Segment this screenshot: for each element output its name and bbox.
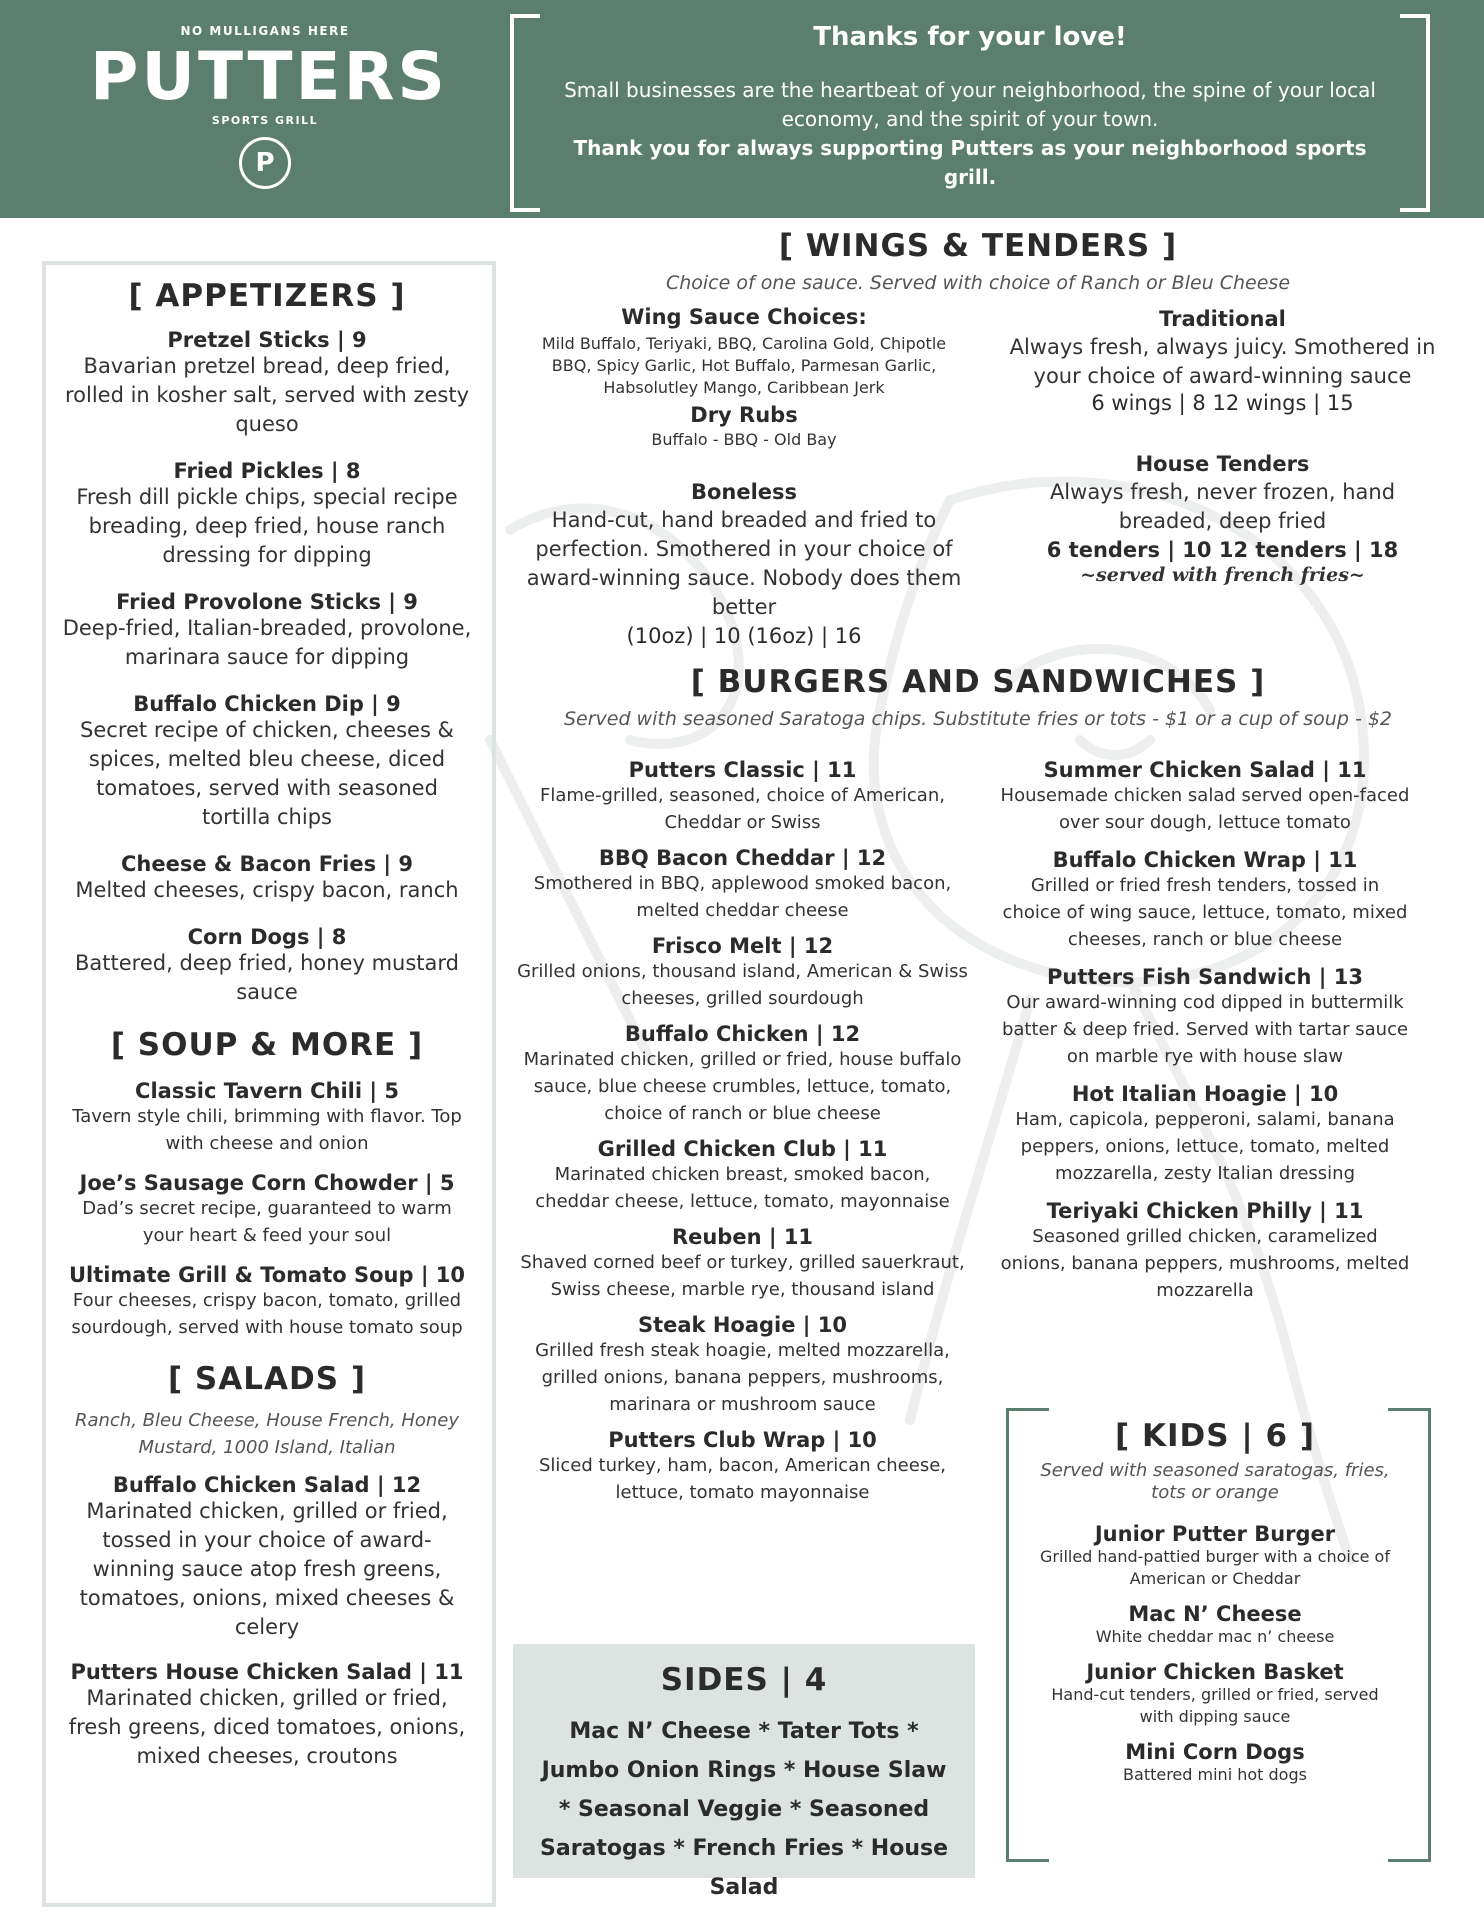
menu-item [62, 459, 472, 570]
thanks-text: Small businesses are the heartbeat of your neighborhood, the spine of your local economy, and the spirit of your town. [564, 78, 1376, 131]
burgers-note: Served with seasoned Saratoga chips. Substitute fries or tots - $1 or a cup of soup - $2 [563, 708, 1393, 730]
menu-item [1040, 1740, 1390, 1786]
menu-item-name: Buffalo Chicken Dip | 9 [133, 692, 401, 716]
soup-list [62, 1079, 472, 1341]
menu-item [515, 1225, 970, 1303]
menu-item-desc: White cheddar mac n’ cheese [1095, 1627, 1335, 1646]
menu-item [62, 328, 472, 439]
menu-item-desc: Grilled fresh steak hoagie, melted mozzarella, grilled onions, banana peppers, mushrooms, marinara or mushroom sauce [535, 1340, 950, 1415]
menu-item-desc: Marinated chicken, grilled or fried, tossed in your choice of award-winning sauce atop fresh greens, tomatoes, onions, mixed cheeses & celery [79, 1499, 455, 1639]
left-bracket-decoration [510, 14, 540, 212]
menu-item-desc: Marinated chicken, grilled or fried, fresh greens, diced tomatoes, onions, mixed cheeses, croutons [68, 1686, 466, 1768]
menu-item-name: Buffalo Chicken Salad | 12 [112, 1473, 422, 1497]
menu-item-name: Cheese & Bacon Fries | 9 [120, 852, 414, 876]
wing-sauces-block [524, 305, 964, 451]
boneless-desc: Hand-cut, hand breaded and fried to perfection. Smothered in your choice of award-winning sauce. Nobody does them better [526, 508, 962, 619]
menu-item [62, 1660, 472, 1771]
logo-subtitle: SPORTS GRILL [211, 114, 319, 127]
menu-item [62, 1171, 472, 1249]
tenders-desc: Always fresh, never frozen, hand breaded, deep fried [1049, 480, 1396, 533]
soup-title: [ SOUP & MORE ] [110, 1027, 424, 1063]
traditional-title: Traditional [1159, 307, 1286, 331]
menu-item-desc: Battered, deep fried, honey mustard sauce [75, 951, 459, 1004]
menu-item-desc: Smothered in BBQ, applewood smoked bacon, melted cheddar cheese [533, 873, 952, 921]
menu-item [1000, 1199, 1410, 1304]
menu-item-desc: Fresh dill pickle chips, special recipe breading, deep fried, house ranch dressing for dipping [76, 485, 458, 567]
menu-item [515, 846, 970, 924]
menu-item-desc: Melted cheeses, crispy bacon, ranch [75, 878, 459, 902]
kids-section [1040, 1418, 1390, 1798]
burgers-header [513, 664, 1443, 730]
kids-right-bracket [1388, 1408, 1431, 1862]
menu-item [62, 1473, 472, 1642]
menu-item-name: Ultimate Grill & Tomato Soup | 10 [68, 1263, 466, 1287]
wing-sauce-list: Mild Buffalo, Teriyaki, BBQ, Carolina Gold, Chipotle BBQ, Spicy Garlic, Hot Buffalo, Parmesan Garlic, Habsolutley Mango, Caribbean Jerk [541, 334, 947, 397]
menu-item [1000, 758, 1410, 836]
kids-title: [ KIDS | 6 ] [1114, 1418, 1315, 1454]
menu-item-name: Putters Fish Sandwich | 13 [1047, 965, 1363, 989]
menu-item [1000, 848, 1410, 953]
thanks-message [545, 22, 1395, 192]
menu-item-name: Buffalo Chicken | 12 [624, 1022, 861, 1046]
menu-item-name: Teriyaki Chicken Philly | 11 [1046, 1199, 1364, 1223]
tenders-note: ~served with french fries~ [1080, 564, 1365, 586]
dry-rubs-list: Buffalo - BBQ - Old Bay [651, 430, 837, 449]
boneless-title: Boneless [690, 480, 798, 504]
menu-item-desc: Flame-grilled, seasoned, choice of American, Cheddar or Swiss [540, 785, 945, 833]
menu-item-name: Summer Chicken Salad | 11 [1043, 758, 1367, 782]
menu-item-name: Classic Tavern Chili | 5 [135, 1079, 399, 1103]
menu-item-name: Fried Pickles | 8 [173, 459, 361, 483]
menu-item-desc: Deep-fried, Italian-breaded, provolone, marinara sauce for dipping [62, 616, 472, 669]
menu-item-desc: Dad’s secret recipe, guaranteed to warm your heart & feed your soul [82, 1198, 452, 1246]
menu-item [1040, 1602, 1390, 1648]
salads-title: [ SALADS ] [167, 1361, 367, 1397]
menu-item [515, 758, 970, 836]
menu-item-name: Junior Putter Burger [1094, 1522, 1336, 1546]
logo-tagline: NO MULLIGANS HERE [180, 24, 350, 38]
thanks-title: Thanks for your love! [813, 22, 1127, 52]
logo-p-icon: P [239, 137, 291, 189]
menu-item-name: Putters Club Wrap | 10 [608, 1428, 877, 1452]
menu-item-name: Corn Dogs | 8 [187, 925, 347, 949]
menu-item [515, 1428, 970, 1506]
tenders-title: House Tenders [1135, 452, 1310, 476]
salads-list [62, 1473, 472, 1771]
menu-item-desc: Secret recipe of chicken, cheeses & spices, melted bleu cheese, diced tomatoes, served with seasoned tortilla chips [80, 718, 454, 829]
wings-title: [ WINGS & TENDERS ] [778, 228, 1178, 264]
menu-item-name: Buffalo Chicken Wrap | 11 [1052, 848, 1358, 872]
menu-item-name: Putters House Chicken Salad | 11 [70, 1660, 464, 1684]
kids-note: Served with seasoned saratogas, fries, tots or orange [1040, 1460, 1390, 1503]
menu-item-name: Mini Corn Dogs [1125, 1740, 1305, 1764]
menu-item [62, 1263, 472, 1341]
menu-item-name: Hot Italian Hoagie | 10 [1071, 1082, 1339, 1106]
menu-item-desc: Seasoned grilled chicken, caramelized onions, banana peppers, mushrooms, melted mozzarella [1000, 1226, 1410, 1301]
menu-item-desc: Ham, capicola, pepperoni, salami, banana peppers, onions, lettuce, tomato, melted mozzarella, zesty Italian dressing [1015, 1109, 1395, 1184]
menu-item [515, 1313, 970, 1418]
appetizers-list [62, 328, 472, 1007]
tenders-price: 6 tenders | 10 12 tenders | 18 [1046, 538, 1399, 562]
menu-item-name: Putters Classic | 11 [628, 758, 857, 782]
menu-item-desc: Grilled hand-pattied burger with a choice of American or Cheddar [1040, 1547, 1390, 1588]
menu-item [515, 934, 970, 1012]
burgers-right-list [1000, 758, 1410, 1316]
traditional-block [1000, 307, 1445, 415]
menu-item-name: Reuben | 11 [671, 1225, 814, 1249]
sides-panel [513, 1644, 975, 1900]
menu-item-name: Fried Provolone Sticks | 9 [116, 590, 418, 614]
wings-note: Choice of one sauce. Served with choice of Ranch or Bleu Cheese [665, 272, 1291, 294]
menu-item-desc: Housemade chicken salad served open-faced over sour dough, lettuce tomato [1000, 785, 1410, 833]
menu-item-desc: Shaved corned beef or turkey, grilled sauerkraut, Swiss cheese, marble rye, thousand island [520, 1252, 965, 1300]
thanks-bold: Thank you for always supporting Putters as your neighborhood sports grill. [573, 136, 1367, 189]
traditional-price: 6 wings | 8 12 wings | 15 [1091, 391, 1354, 415]
menu-item-desc: Grilled onions, thousand island, American & Swiss cheeses, grilled sourdough [517, 961, 968, 1009]
menu-item-desc: Bavarian pretzel bread, deep fried, rolled in kosher salt, served with zesty queso [64, 354, 470, 436]
menu-item [1040, 1522, 1390, 1590]
salads-dressing-note: Ranch, Bleu Cheese, House French, Honey Mustard, 1000 Island, Italian [74, 1410, 460, 1458]
menu-item-desc: Four cheeses, crispy bacon, tomato, grilled sourdough, served with house tomato soup [71, 1290, 463, 1338]
menu-item-name: Pretzel Sticks | 9 [167, 328, 367, 352]
menu-item-desc: Battered mini hot dogs [1123, 1765, 1307, 1784]
sides-title: SIDES | 4 [660, 1662, 828, 1698]
logo [90, 18, 448, 208]
menu-item-name: Frisco Melt | 12 [651, 934, 834, 958]
burgers-title: [ BURGERS AND SANDWICHES ] [690, 664, 1266, 700]
right-bracket-decoration [1400, 14, 1430, 212]
dry-rubs-title: Dry Rubs [690, 403, 798, 427]
menu-item-desc: Marinated chicken breast, smoked bacon, cheddar cheese, lettuce, tomato, mayonnaise [535, 1164, 950, 1212]
appetizers-title: [ APPETIZERS ] [128, 278, 406, 314]
menu-item [62, 590, 472, 672]
menu-item-name: Steak Hoagie | 10 [637, 1313, 847, 1337]
menu-item-name: Grilled Chicken Club | 11 [597, 1137, 888, 1161]
menu-item [62, 852, 472, 905]
menu-item-name: BBQ Bacon Cheddar | 12 [598, 846, 887, 870]
logo-brand: PUTTERS [90, 38, 448, 115]
menu-item [1040, 1660, 1390, 1728]
menu-item [1000, 965, 1410, 1070]
menu-item [62, 1079, 472, 1157]
menu-item [515, 1137, 970, 1215]
appetizers-section [62, 278, 472, 1789]
kids-list [1040, 1522, 1390, 1786]
burgers-left-list [515, 758, 970, 1516]
menu-item-desc: Marinated chicken, grilled or fried, house buffalo sauce, blue cheese crumbles, lettuce, tomato, choice of ranch or blue cheese [523, 1049, 962, 1124]
menu-item [1000, 1082, 1410, 1187]
menu-item-desc: Tavern style chili, brimming with flavor. Top with cheese and onion [72, 1106, 462, 1154]
menu-item-name: Mac N’ Cheese [1128, 1602, 1302, 1626]
menu-item [62, 925, 472, 1007]
menu-item-name: Joe’s Sausage Corn Chowder | 5 [79, 1171, 455, 1195]
menu-item-name: Junior Chicken Basket [1086, 1660, 1344, 1684]
wings-header [513, 228, 1443, 294]
boneless-price: (10oz) | 10 (16oz) | 16 [626, 624, 862, 648]
menu-item-desc: Sliced turkey, ham, bacon, American cheese, lettuce, tomato mayonnaise [538, 1455, 946, 1503]
menu-item [515, 1022, 970, 1127]
menu-item-desc: Hand-cut tenders, grilled or fried, served with dipping sauce [1051, 1685, 1379, 1726]
menu-item-desc: Grilled or fried fresh tenders, tossed in choice of wing sauce, lettuce, tomato, mixed cheeses, ranch or blue cheese [1002, 875, 1408, 950]
menu-item [62, 692, 472, 832]
traditional-desc: Always fresh, always juicy. Smothered in your choice of award-winning sauce [1009, 335, 1436, 388]
wing-sauce-title: Wing Sauce Choices: [621, 305, 867, 329]
sides-list: Mac N’ Cheese * Tater Tots * Jumbo Onion Rings * House Slaw * Seasonal Veggie * Seasoned Saratogas * French Fries * House Salad [540, 1719, 948, 1900]
menu-item-desc: Our award-winning cod dipped in buttermilk batter & deep fried. Served with tartar sauce on marble rye with house slaw [1001, 992, 1409, 1067]
tenders-block [1030, 452, 1415, 586]
boneless-block [524, 480, 964, 648]
